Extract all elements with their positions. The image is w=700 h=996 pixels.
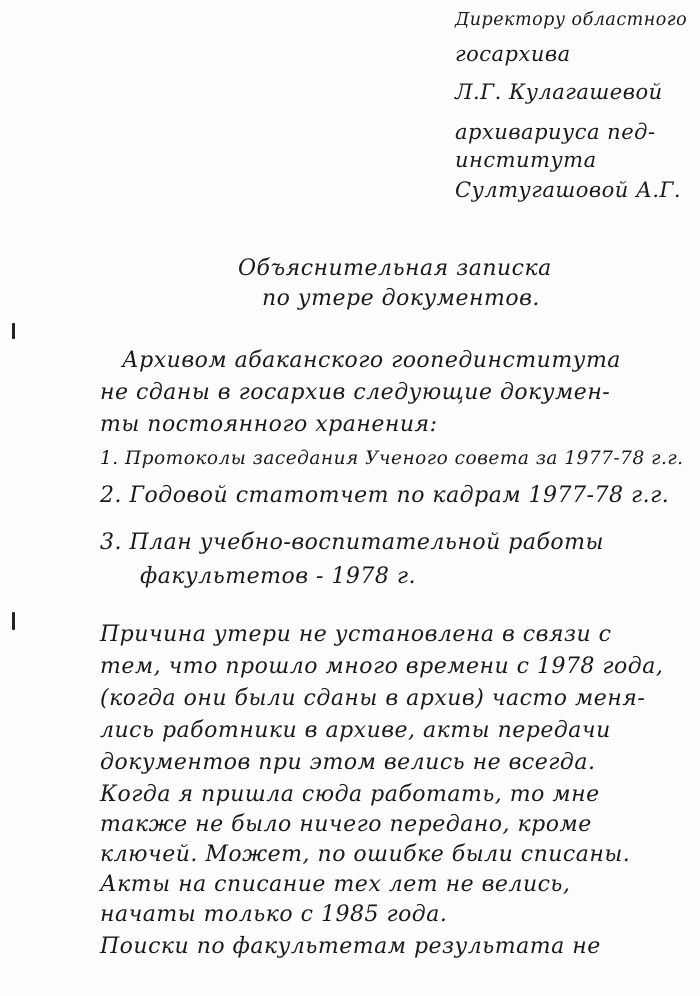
body-line: Архивом абаканского гоопединститута (122, 348, 621, 373)
body-line: также не было ничего передано, кроме (100, 812, 592, 837)
list-item: 1. Протоколы заседания Ученого совета за 1977-78 г.г. (100, 448, 684, 469)
body-line: Поиски по факультетам результата не (100, 934, 601, 959)
addressee-line: Л.Г. Кулагашевой (455, 80, 663, 104)
document-subtitle: по утере документов. (262, 286, 540, 311)
body-line: тем, что прошло много времени с 1978 года, (100, 654, 664, 679)
addressee-line: Султугашовой А.Г. (455, 178, 682, 202)
addressee-line: Директору областного (455, 10, 688, 30)
list-item: 3. План учебно-воспитательной работы (100, 530, 604, 555)
addressee-line: института (455, 148, 597, 172)
body-line: лись работники в архиве, акты передачи (100, 718, 611, 743)
list-item: 2. Годовой статотчет по кадрам 1977-78 г.г. (100, 483, 670, 508)
binder-mark-top (12, 323, 15, 339)
body-line: документов при этом велись не всегда. (100, 750, 596, 775)
body-line: ключей. Может, по ошибке были списаны. (100, 842, 631, 867)
list-item-continuation: факультетов - 1978 г. (140, 564, 417, 589)
body-line: (когда они были сданы в архив) часто меня- (100, 686, 646, 711)
addressee-line: архивариуса пед- (455, 120, 656, 144)
body-line: начаты только с 1985 года. (100, 902, 448, 927)
body-line: ты постоянного хранения: (100, 412, 438, 437)
binder-mark-bottom (12, 612, 15, 630)
body-line: не сданы в госархив следующие докумен- (100, 380, 611, 405)
body-line: Когда я пришла сюда работать, то мне (100, 782, 600, 807)
body-line: Причина утери не установлена в связи с (100, 622, 612, 647)
body-line: Акты на списание тех лет не велись, (100, 872, 571, 897)
addressee-line: госархива (455, 42, 571, 66)
document-title: Объяснительная записка (238, 256, 552, 281)
